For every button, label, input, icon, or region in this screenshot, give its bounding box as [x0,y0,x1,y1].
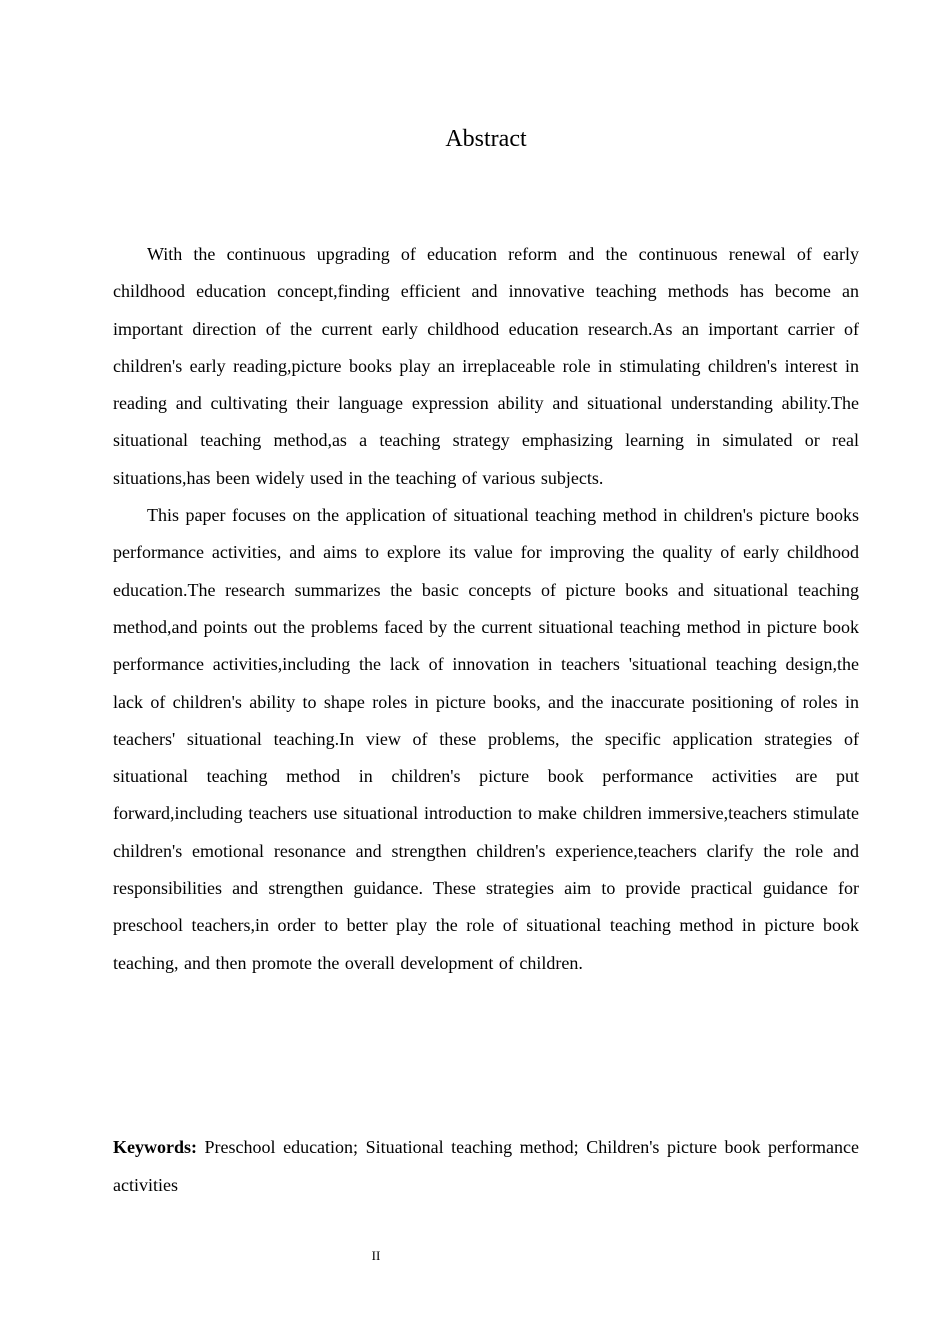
keywords-label: Keywords: [113,1137,197,1157]
keywords-text: Preschool education; Situational teaching method; Children's picture book performance activities [113,1137,859,1195]
abstract-paragraph-1: With the continuous upgrading of education reform and the continuous renewal of early childhood education concept,finding efficient and innovative teaching methods has become an important direction of the current early childhood education research.As an important carrier of children's early reading,picture books play an irreplaceable role in stimulating children's interest in reading and cultivating their language expression ability and situational understanding ability.The situational teaching method,as a teaching strategy emphasizing learning in simulated or real situations,has been widely used in the teaching of various subjects. [113,244,859,488]
page-number: II [371,1248,381,1263]
keywords-line [113,1129,859,1204]
abstract-body [113,236,859,982]
abstract-paragraph-2: This paper focuses on the application of situational teaching method in children's picture books performance activities, and aims to explore its value for improving the quality of early childhood education.The research summarizes the basic concepts of picture books and situational teaching method,and points out the problems faced by the current situational teaching method in picture book performance activities,including the lack of innovation in teachers 'situational teaching design,the lack of children's ability to shape roles in picture books, and the inaccurate positioning of roles in teachers' situational teaching.In view of these problems, the specific application strategies of situational teaching method in children's picture book performance activities are put forward,including teachers use situational introduction to make children immersive,teachers stimulate children's emotional resonance and strengthen children's experience,teachers clarify the role and responsibilities and strengthen guidance. These strategies aim to provide practical guidance for preschool teachers,in order to better play the role of situational teaching method in picture book teaching, and then promote the overall development of children. [113,505,859,973]
abstract-title: Abstract [445,126,527,152]
